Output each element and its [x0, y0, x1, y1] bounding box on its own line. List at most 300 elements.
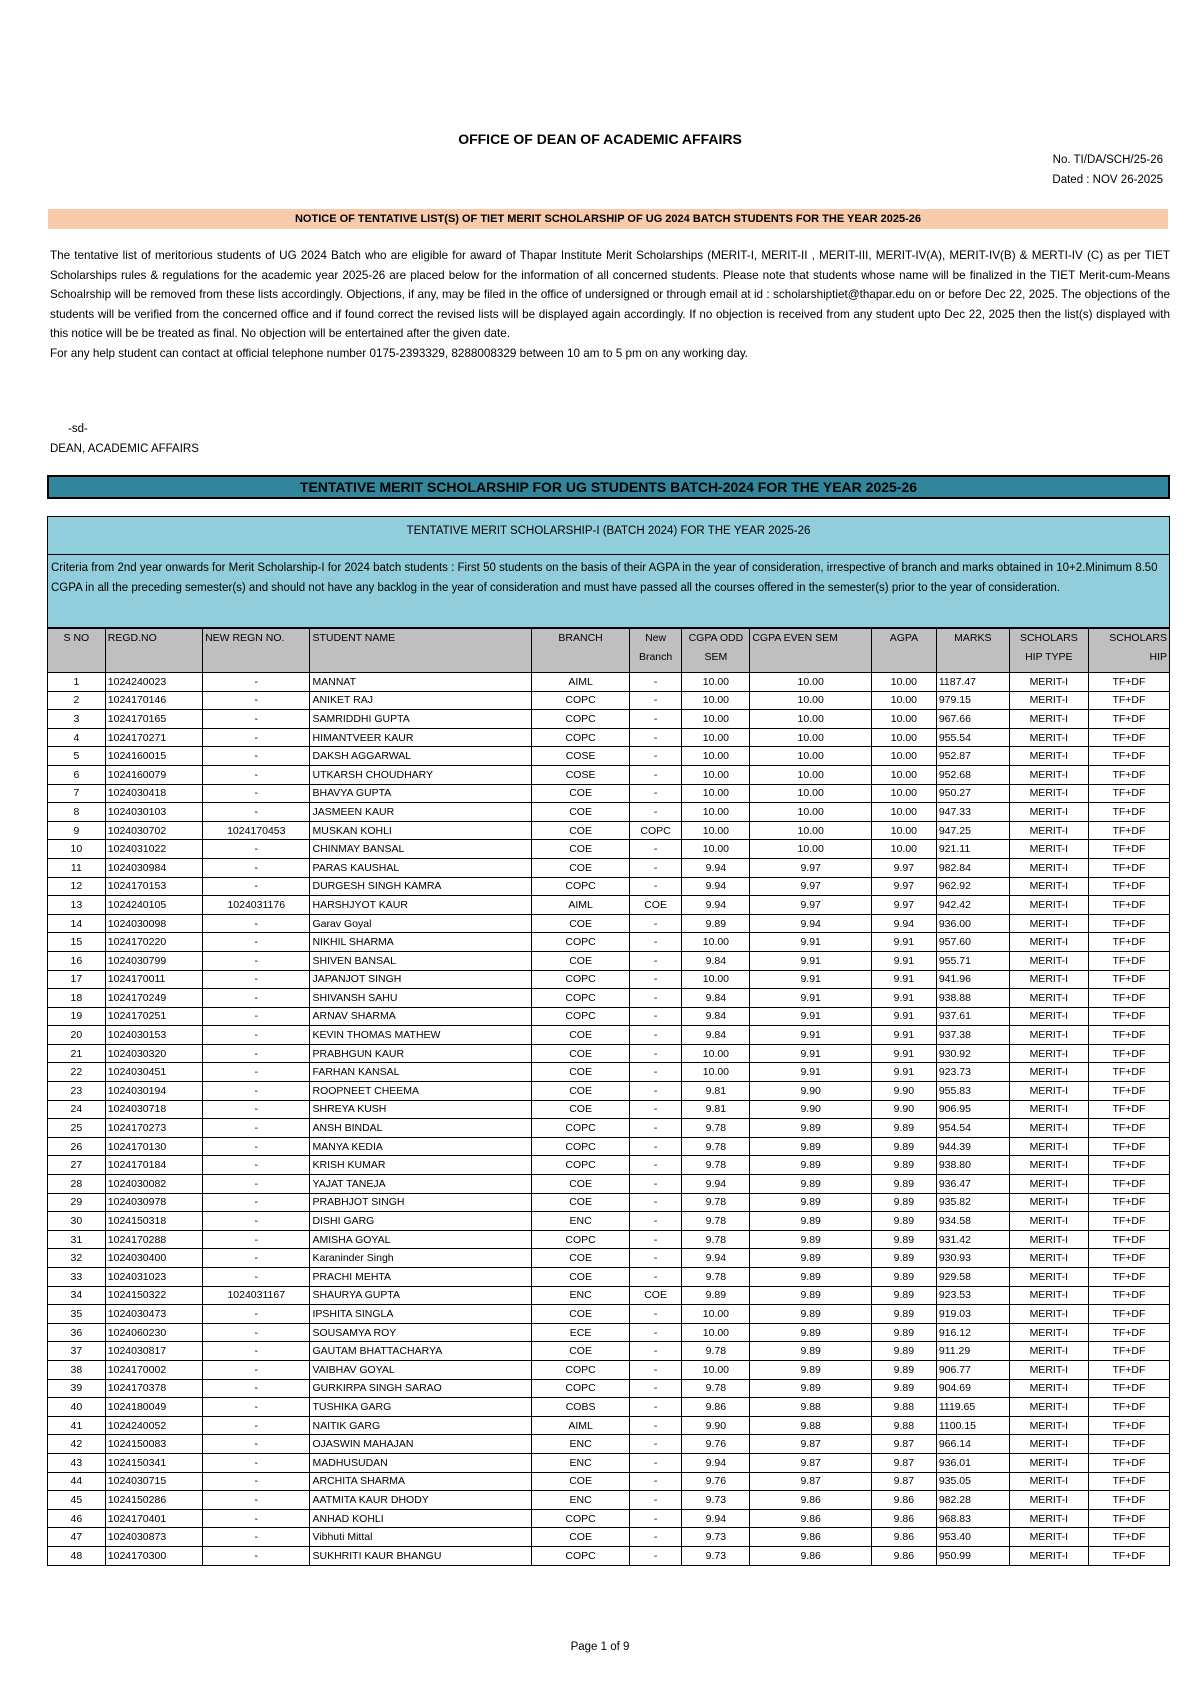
- cgpa-odd-cell: 10.00: [682, 933, 750, 952]
- scholarship-cell: TF+DF: [1088, 858, 1169, 877]
- reference-number: No. TI/DA/SCH/25-26: [1052, 154, 1163, 166]
- marks-cell: 921.11: [936, 840, 1009, 859]
- cgpa-even-cell: 9.91: [750, 933, 872, 952]
- table-row: [48, 1063, 1170, 1082]
- agpa-cell: 10.00: [871, 765, 936, 784]
- sno-cell: 42: [48, 1435, 106, 1454]
- scholarship-type-cell: MERIT-I: [1009, 765, 1088, 784]
- table-row: [48, 1323, 1170, 1342]
- regd-no-cell: 1024170401: [105, 1509, 202, 1528]
- marks-cell: 904.69: [936, 1379, 1009, 1398]
- header-sno: S NO: [48, 629, 106, 673]
- scholarship-cell: TF+DF: [1088, 1082, 1169, 1101]
- cgpa-even-cell: 9.91: [750, 1007, 872, 1026]
- agpa-cell: 9.89: [871, 1230, 936, 1249]
- marks-cell: 911.29: [936, 1342, 1009, 1361]
- table-row: [48, 989, 1170, 1008]
- new-regn-no-cell: 1024031176: [203, 896, 310, 915]
- table-row: [48, 821, 1170, 840]
- new-branch-cell: -: [629, 1007, 682, 1026]
- cgpa-odd-cell: 10.00: [682, 1360, 750, 1379]
- branch-cell: COE: [532, 914, 629, 933]
- cgpa-odd-cell: 10.00: [682, 691, 750, 710]
- cgpa-odd-cell: 10.00: [682, 1305, 750, 1324]
- scholarship-type-cell: MERIT-I: [1009, 1119, 1088, 1138]
- scholarship-cell: TF+DF: [1088, 1230, 1169, 1249]
- table-row: [48, 1360, 1170, 1379]
- new-regn-no-cell: -: [203, 933, 310, 952]
- regd-no-cell: 1024030799: [105, 951, 202, 970]
- branch-cell: COPC: [532, 989, 629, 1008]
- notice-paragraph: The tentative list of meritorious students of UG 2024 Batch who are eligible for award of Thapar Institute Merit Scholarships (MERIT-I, MERIT-II , MERIT-III, MERIT-IV(A), MERIT-IV(B) & MERTI-IV (C) as per TIET Scholarships rules & regulations for the academic year 2025-26 are placed below for the information of all concerned students. Please note that students whose name will be finalized in the TIET Merit-cum-Means Schoalrship will be removed from these lists accordingly. Objections, if any, may be filed in the office of undersigned or through email at id : scholarshiptiet@thapar.edu on or before Dec 22, 2025. The objections of the students will be verified from the concerned office and if found correct the revised lists will be displayed again accordingly. If no objection is received from any student upto Dec 22, 2025 then the list(s) displayed with this notice will be be treated as final. No objection will be entertained after the given date.: [50, 249, 1170, 340]
- regd-no-cell: 1024170146: [105, 691, 202, 710]
- new-regn-no-cell: -: [203, 1082, 310, 1101]
- sno-cell: 10: [48, 840, 106, 859]
- agpa-cell: 9.89: [871, 1137, 936, 1156]
- cgpa-even-cell: 9.90: [750, 1100, 872, 1119]
- new-regn-no-cell: -: [203, 1137, 310, 1156]
- sno-cell: 33: [48, 1268, 106, 1287]
- marks-cell: 955.83: [936, 1082, 1009, 1101]
- scholarship-cell: TF+DF: [1088, 784, 1169, 803]
- table-row: [48, 1100, 1170, 1119]
- sno-cell: 43: [48, 1453, 106, 1472]
- new-regn-no-cell: 1024031167: [203, 1286, 310, 1305]
- scholarship-type-cell: MERIT-I: [1009, 1546, 1088, 1565]
- scholarship-type-cell: MERIT-I: [1009, 1082, 1088, 1101]
- branch-cell: COPC: [532, 710, 629, 729]
- cgpa-even-cell: 9.91: [750, 989, 872, 1008]
- regd-no-cell: 1024170153: [105, 877, 202, 896]
- sno-cell: 28: [48, 1175, 106, 1194]
- regd-no-cell: 1024170300: [105, 1546, 202, 1565]
- agpa-cell: 9.89: [871, 1379, 936, 1398]
- marks-cell: 950.27: [936, 784, 1009, 803]
- header-cgpa-odd: CGPA ODD SEM: [682, 629, 750, 673]
- criteria-text: Criteria from 2nd year onwards for Merit Scholarship-I for 2024 batch students : First 50 students on the basis of their AGPA in the year of consideration, irrespective of branch and marks obtained in 10+2.Minimum 8.50 CGPA in all the preceding semester(s) and should not have any backlog in the year of consideration and must have passed all the courses offered in the semester(s) prior to the year of consideration.: [51, 562, 1158, 594]
- regd-no-cell: 1024150286: [105, 1491, 202, 1510]
- new-regn-no-cell: -: [203, 1268, 310, 1287]
- scholarship-type-cell: MERIT-I: [1009, 1342, 1088, 1361]
- branch-cell: COE: [532, 1082, 629, 1101]
- new-regn-no-cell: -: [203, 970, 310, 989]
- table-row: [48, 858, 1170, 877]
- marks-cell: 941.96: [936, 970, 1009, 989]
- notice-title: NOTICE OF TENTATIVE LIST(S) OF TIET MERIT SCHOLARSHIP OF UG 2024 BATCH STUDENTS FOR THE YEAR 2025-26: [48, 209, 1168, 229]
- office-title: OFFICE OF DEAN OF ACADEMIC AFFAIRS: [458, 131, 742, 147]
- marks-cell: 957.60: [936, 933, 1009, 952]
- student-name-cell: Vibhuti Mittal: [310, 1528, 532, 1547]
- branch-cell: COPC: [532, 877, 629, 896]
- scholarship-type-cell: MERIT-I: [1009, 1249, 1088, 1268]
- marks-cell: 950.99: [936, 1546, 1009, 1565]
- table-row: [48, 1249, 1170, 1268]
- student-name-cell: HIMANTVEER KAUR: [310, 728, 532, 747]
- new-regn-no-cell: -: [203, 1156, 310, 1175]
- sno-cell: 38: [48, 1360, 106, 1379]
- table-row: [48, 1082, 1170, 1101]
- sno-cell: 11: [48, 858, 106, 877]
- sno-cell: 30: [48, 1212, 106, 1231]
- scholarship-cell: TF+DF: [1088, 710, 1169, 729]
- new-branch-cell: -: [629, 1119, 682, 1138]
- regd-no-cell: 1024150318: [105, 1212, 202, 1231]
- new-regn-no-cell: -: [203, 914, 310, 933]
- student-name-cell: MANYA KEDIA: [310, 1137, 532, 1156]
- header-marks: MARKS: [936, 629, 1009, 673]
- student-name-cell: NAITIK GARG: [310, 1416, 532, 1435]
- cgpa-even-cell: 9.89: [750, 1193, 872, 1212]
- regd-no-cell: 1024170184: [105, 1156, 202, 1175]
- regd-no-cell: 1024060230: [105, 1323, 202, 1342]
- table-row: [48, 1435, 1170, 1454]
- branch-cell: AIML: [532, 1416, 629, 1435]
- cgpa-odd-cell: 10.00: [682, 1044, 750, 1063]
- header-new-branch: New Branch: [629, 629, 682, 673]
- table-row: [48, 710, 1170, 729]
- cgpa-even-cell: 9.88: [750, 1416, 872, 1435]
- header-student-name: STUDENT NAME: [310, 629, 532, 673]
- sno-cell: 12: [48, 877, 106, 896]
- student-name-cell: OJASWIN MAHAJAN: [310, 1435, 532, 1454]
- scholarship-cell: TF+DF: [1088, 1546, 1169, 1565]
- agpa-cell: 9.89: [871, 1342, 936, 1361]
- agpa-cell: 9.89: [871, 1360, 936, 1379]
- sno-cell: 39: [48, 1379, 106, 1398]
- agpa-cell: 9.91: [871, 989, 936, 1008]
- cgpa-odd-cell: 10.00: [682, 1323, 750, 1342]
- table-row: [48, 1175, 1170, 1194]
- cgpa-odd-cell: 9.78: [682, 1212, 750, 1231]
- student-name-cell: Karaninder Singh: [310, 1249, 532, 1268]
- agpa-cell: 9.91: [871, 951, 936, 970]
- new-regn-no-cell: -: [203, 710, 310, 729]
- scholarship-cell: TF+DF: [1088, 1119, 1169, 1138]
- regd-no-cell: 1024170002: [105, 1360, 202, 1379]
- sno-cell: 13: [48, 896, 106, 915]
- regd-no-cell: 1024170378: [105, 1379, 202, 1398]
- marks-cell: 955.54: [936, 728, 1009, 747]
- student-name-cell: BHAVYA GUPTA: [310, 784, 532, 803]
- regd-no-cell: 1024160015: [105, 747, 202, 766]
- new-regn-no-cell: -: [203, 1026, 310, 1045]
- scholarship-type-cell: MERIT-I: [1009, 1100, 1088, 1119]
- new-branch-cell: -: [629, 1044, 682, 1063]
- regd-no-cell: 1024030718: [105, 1100, 202, 1119]
- cgpa-odd-cell: 10.00: [682, 747, 750, 766]
- cgpa-odd-cell: 10.00: [682, 710, 750, 729]
- branch-cell: COPC: [532, 1509, 629, 1528]
- cgpa-odd-cell: 10.00: [682, 803, 750, 822]
- new-branch-cell: -: [629, 970, 682, 989]
- scholarship-type-cell: MERIT-I: [1009, 877, 1088, 896]
- cgpa-even-cell: 9.89: [750, 1137, 872, 1156]
- table-row: [48, 1230, 1170, 1249]
- new-regn-no-cell: -: [203, 1453, 310, 1472]
- regd-no-cell: 1024240105: [105, 896, 202, 915]
- scholarship-cell: TF+DF: [1088, 1193, 1169, 1212]
- new-regn-no-cell: -: [203, 691, 310, 710]
- sno-cell: 6: [48, 765, 106, 784]
- scholarship-type-cell: MERIT-I: [1009, 840, 1088, 859]
- table-row: [48, 970, 1170, 989]
- table-row: [48, 1193, 1170, 1212]
- new-regn-no-cell: -: [203, 728, 310, 747]
- cgpa-odd-cell: 9.73: [682, 1528, 750, 1547]
- student-name-cell: KRISH KUMAR: [310, 1156, 532, 1175]
- branch-cell: COE: [532, 784, 629, 803]
- marks-cell: 936.00: [936, 914, 1009, 933]
- sno-cell: 14: [48, 914, 106, 933]
- agpa-cell: 9.91: [871, 933, 936, 952]
- new-branch-cell: -: [629, 1305, 682, 1324]
- scholarship-cell: TF+DF: [1088, 840, 1169, 859]
- regd-no-cell: 1024030103: [105, 803, 202, 822]
- agpa-cell: 10.00: [871, 784, 936, 803]
- new-branch-cell: -: [629, 1212, 682, 1231]
- table-row: [48, 784, 1170, 803]
- new-branch-cell: -: [629, 1249, 682, 1268]
- header-scholarship-type: SCHOLARS HIP TYPE: [1009, 629, 1088, 673]
- new-regn-no-cell: -: [203, 1398, 310, 1417]
- branch-cell: COSE: [532, 747, 629, 766]
- new-branch-cell: -: [629, 673, 682, 692]
- sno-cell: 17: [48, 970, 106, 989]
- new-regn-no-cell: -: [203, 1044, 310, 1063]
- cgpa-even-cell: 9.87: [750, 1435, 872, 1454]
- cgpa-even-cell: 9.89: [750, 1268, 872, 1287]
- table-row: [48, 765, 1170, 784]
- marks-cell: 944.39: [936, 1137, 1009, 1156]
- marks-cell: 930.92: [936, 1044, 1009, 1063]
- sno-cell: 44: [48, 1472, 106, 1491]
- cgpa-even-cell: 9.89: [750, 1323, 872, 1342]
- new-branch-cell: COE: [629, 1286, 682, 1305]
- regd-no-cell: 1024030873: [105, 1528, 202, 1547]
- cgpa-odd-cell: 9.94: [682, 896, 750, 915]
- new-regn-no-cell: -: [203, 1249, 310, 1268]
- branch-cell: ENC: [532, 1286, 629, 1305]
- regd-no-cell: 1024150322: [105, 1286, 202, 1305]
- new-branch-cell: -: [629, 1509, 682, 1528]
- new-branch-cell: -: [629, 1137, 682, 1156]
- sno-cell: 34: [48, 1286, 106, 1305]
- table-row: [48, 1546, 1170, 1565]
- regd-no-cell: 1024170165: [105, 710, 202, 729]
- table-row: [48, 1268, 1170, 1287]
- marks-cell: 952.68: [936, 765, 1009, 784]
- cgpa-odd-cell: 10.00: [682, 765, 750, 784]
- agpa-cell: 9.97: [871, 896, 936, 915]
- scholarship-type-cell: MERIT-I: [1009, 1193, 1088, 1212]
- scholarship-type-cell: MERIT-I: [1009, 933, 1088, 952]
- marks-cell: 936.01: [936, 1453, 1009, 1472]
- regd-no-cell: 1024030978: [105, 1193, 202, 1212]
- scholarship-type-cell: MERIT-I: [1009, 1007, 1088, 1026]
- cgpa-odd-cell: 10.00: [682, 728, 750, 747]
- new-branch-cell: -: [629, 1063, 682, 1082]
- section-title: TENTATIVE MERIT SCHOLARSHIP-I (BATCH 2024) FOR THE YEAR 2025-26: [406, 525, 811, 537]
- signature: -sd-: [68, 423, 88, 435]
- new-branch-cell: COPC: [629, 821, 682, 840]
- new-regn-no-cell: -: [203, 1175, 310, 1194]
- regd-no-cell: 1024030400: [105, 1249, 202, 1268]
- scholarship-type-cell: MERIT-I: [1009, 1491, 1088, 1510]
- cgpa-even-cell: 10.00: [750, 710, 872, 729]
- branch-cell: COPC: [532, 970, 629, 989]
- regd-no-cell: 1024031022: [105, 840, 202, 859]
- scholarship-cell: TF+DF: [1088, 1063, 1169, 1082]
- table-row: [48, 896, 1170, 915]
- scholarship-cell: TF+DF: [1088, 1156, 1169, 1175]
- marks-cell: 954.54: [936, 1119, 1009, 1138]
- marks-cell: 942.42: [936, 896, 1009, 915]
- student-name-cell: PARAS KAUSHAL: [310, 858, 532, 877]
- agpa-cell: 9.87: [871, 1472, 936, 1491]
- student-name-cell: YAJAT TANEJA: [310, 1175, 532, 1194]
- new-branch-cell: -: [629, 989, 682, 1008]
- branch-cell: COE: [532, 1044, 629, 1063]
- notice-date: Dated : NOV 26-2025: [1052, 174, 1163, 186]
- branch-cell: COPC: [532, 728, 629, 747]
- regd-no-cell: 1024030320: [105, 1044, 202, 1063]
- agpa-cell: 9.88: [871, 1416, 936, 1435]
- new-regn-no-cell: -: [203, 1379, 310, 1398]
- agpa-cell: 10.00: [871, 747, 936, 766]
- new-regn-no-cell: -: [203, 1342, 310, 1361]
- branch-cell: COE: [532, 840, 629, 859]
- agpa-cell: 9.91: [871, 1026, 936, 1045]
- new-branch-cell: -: [629, 691, 682, 710]
- scholarship-type-cell: MERIT-I: [1009, 1137, 1088, 1156]
- table-row: [48, 747, 1170, 766]
- marks-cell: 953.40: [936, 1528, 1009, 1547]
- cgpa-even-cell: 10.00: [750, 673, 872, 692]
- scholarship-cell: TF+DF: [1088, 1137, 1169, 1156]
- branch-cell: COPC: [532, 691, 629, 710]
- new-branch-cell: -: [629, 728, 682, 747]
- new-branch-cell: -: [629, 765, 682, 784]
- scholarship-type-cell: MERIT-I: [1009, 951, 1088, 970]
- branch-cell: COE: [532, 1193, 629, 1212]
- section-divider: [48, 554, 1169, 555]
- new-branch-cell: -: [629, 1360, 682, 1379]
- marks-cell: 935.05: [936, 1472, 1009, 1491]
- scholarship-type-cell: MERIT-I: [1009, 673, 1088, 692]
- marks-cell: 952.87: [936, 747, 1009, 766]
- cgpa-even-cell: 9.89: [750, 1286, 872, 1305]
- student-name-cell: FARHAN KANSAL: [310, 1063, 532, 1082]
- cgpa-even-cell: 9.90: [750, 1082, 872, 1101]
- new-regn-no-cell: -: [203, 747, 310, 766]
- regd-no-cell: 1024170249: [105, 989, 202, 1008]
- marks-cell: 966.14: [936, 1435, 1009, 1454]
- scholarship-cell: TF+DF: [1088, 1305, 1169, 1324]
- agpa-cell: 9.90: [871, 1100, 936, 1119]
- table-row: [48, 1007, 1170, 1026]
- new-branch-cell: -: [629, 1082, 682, 1101]
- scholarship-cell: TF+DF: [1088, 1212, 1169, 1231]
- regd-no-cell: 1024030702: [105, 821, 202, 840]
- scholarship-cell: TF+DF: [1088, 1509, 1169, 1528]
- branch-cell: COE: [532, 1528, 629, 1547]
- agpa-cell: 9.89: [871, 1323, 936, 1342]
- sno-cell: 19: [48, 1007, 106, 1026]
- agpa-cell: 9.97: [871, 858, 936, 877]
- student-name-cell: SOUSAMYA ROY: [310, 1323, 532, 1342]
- new-regn-no-cell: -: [203, 1472, 310, 1491]
- cgpa-odd-cell: 9.94: [682, 1509, 750, 1528]
- cgpa-odd-cell: 9.76: [682, 1435, 750, 1454]
- new-branch-cell: -: [629, 877, 682, 896]
- scholarship-cell: TF+DF: [1088, 1175, 1169, 1194]
- agpa-cell: 9.87: [871, 1435, 936, 1454]
- table-row: [48, 1342, 1170, 1361]
- new-branch-cell: -: [629, 784, 682, 803]
- agpa-cell: 9.89: [871, 1193, 936, 1212]
- header-new-regn-no: NEW REGN NO.: [203, 629, 310, 673]
- scholarship-type-cell: MERIT-I: [1009, 1026, 1088, 1045]
- branch-cell: COE: [532, 1305, 629, 1324]
- header-regd-no: REGD.NO: [105, 629, 202, 673]
- table-row: [48, 877, 1170, 896]
- new-branch-cell: -: [629, 1528, 682, 1547]
- branch-cell: COPC: [532, 1156, 629, 1175]
- sno-cell: 40: [48, 1398, 106, 1417]
- cgpa-odd-cell: 9.89: [682, 914, 750, 933]
- cgpa-odd-cell: 10.00: [682, 970, 750, 989]
- scholarship-type-cell: MERIT-I: [1009, 914, 1088, 933]
- regd-no-cell: 1024030098: [105, 914, 202, 933]
- table-row: [48, 1398, 1170, 1417]
- student-name-cell: JASMEEN KAUR: [310, 803, 532, 822]
- scholarship-cell: TF+DF: [1088, 970, 1169, 989]
- sno-cell: 16: [48, 951, 106, 970]
- new-regn-no-cell: -: [203, 673, 310, 692]
- cgpa-odd-cell: 9.84: [682, 1026, 750, 1045]
- branch-cell: COPC: [532, 1360, 629, 1379]
- student-name-cell: SHIVANSH SAHU: [310, 989, 532, 1008]
- cgpa-odd-cell: 9.78: [682, 1156, 750, 1175]
- regd-no-cell: 1024240023: [105, 673, 202, 692]
- marks-cell: 1187.47: [936, 673, 1009, 692]
- branch-cell: COPC: [532, 1007, 629, 1026]
- cgpa-odd-cell: 9.89: [682, 1286, 750, 1305]
- branch-cell: COPC: [532, 933, 629, 952]
- new-regn-no-cell: 1024170453: [203, 821, 310, 840]
- marks-cell: 938.88: [936, 989, 1009, 1008]
- sno-cell: 3: [48, 710, 106, 729]
- scholarship-type-cell: MERIT-I: [1009, 691, 1088, 710]
- new-regn-no-cell: -: [203, 951, 310, 970]
- scholarship-type-cell: MERIT-I: [1009, 1379, 1088, 1398]
- new-branch-cell: -: [629, 1472, 682, 1491]
- scholarship-cell: TF+DF: [1088, 1491, 1169, 1510]
- cgpa-odd-cell: 9.84: [682, 989, 750, 1008]
- new-regn-no-cell: -: [203, 1509, 310, 1528]
- new-regn-no-cell: -: [203, 784, 310, 803]
- table-row: [48, 1453, 1170, 1472]
- marks-cell: 982.28: [936, 1491, 1009, 1510]
- cgpa-even-cell: 9.86: [750, 1546, 872, 1565]
- marks-cell: 968.83: [936, 1509, 1009, 1528]
- student-name-cell: AATMITA KAUR DHODY: [310, 1491, 532, 1510]
- cgpa-odd-cell: 9.78: [682, 1268, 750, 1287]
- branch-cell: COSE: [532, 765, 629, 784]
- branch-cell: COPC: [532, 1379, 629, 1398]
- regd-no-cell: 1024170220: [105, 933, 202, 952]
- new-regn-no-cell: -: [203, 1435, 310, 1454]
